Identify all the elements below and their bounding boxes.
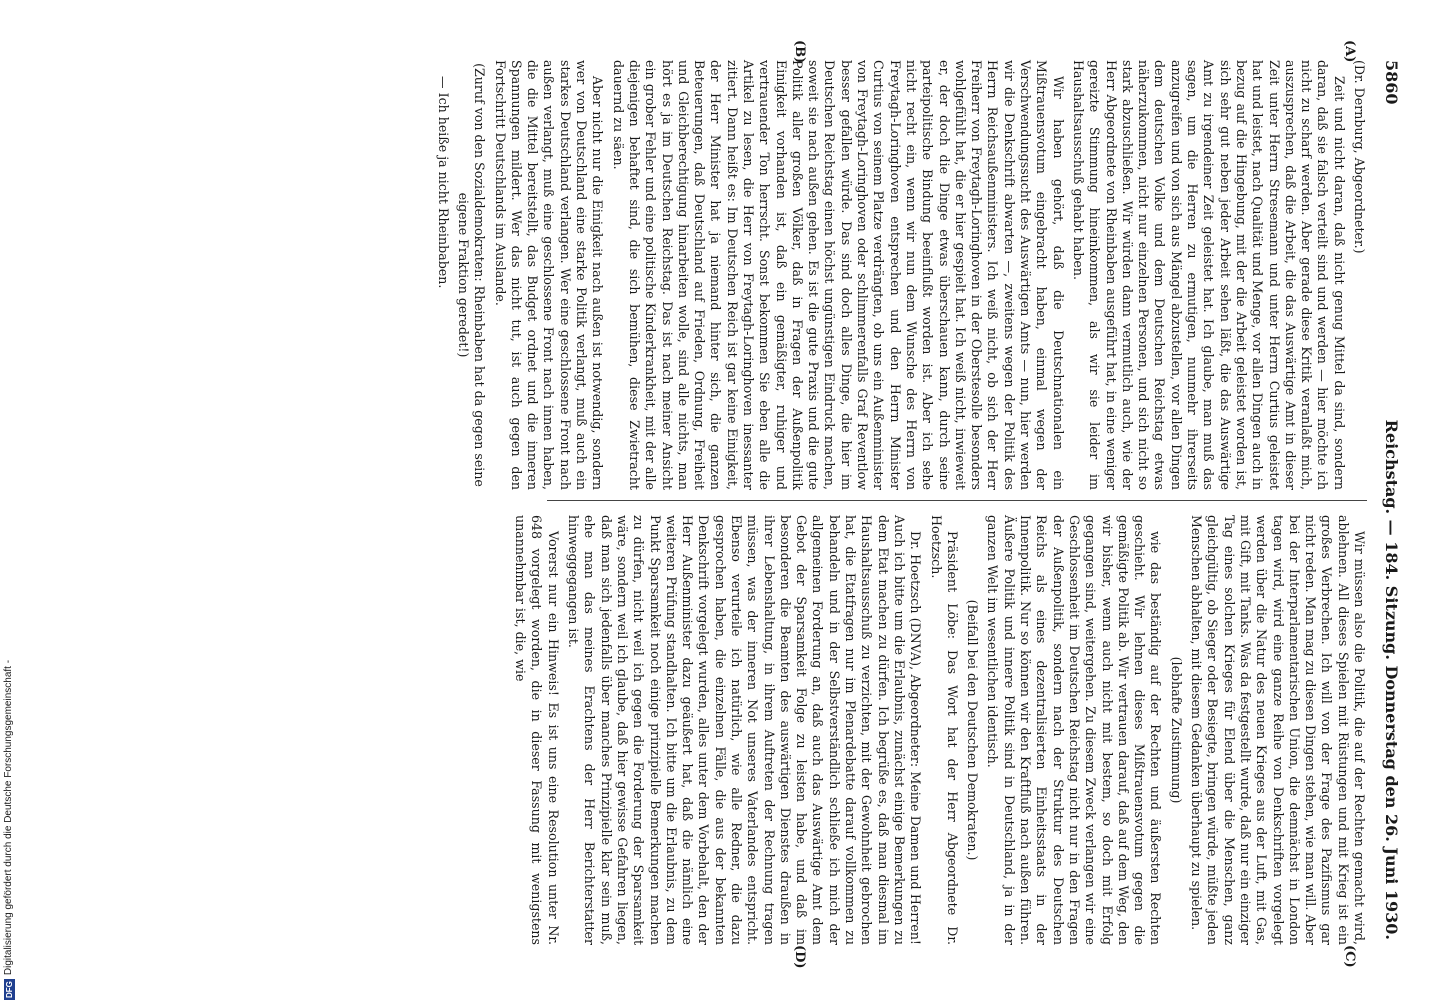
paragraph: Dr. Hoetzsch (DNVA), Abgeordneter: Meine Damen und Herren! Auch ich bitte um die Erlaubnis, zunächst einige Bemerkungen zu dem Etat machen zu dürfen. Ich begrüße es, daß man diesmal im Haushaltsausschuß zu verzichten, mit der Gewohnheit gebrochen hat, die Etatfragen nur im Plenardebatte darauf vollkommen zu behandeln und in der Selbstverständlich schließe ich mich der allgemeinen Forderung an, daß auch das Auswärtige Amt dem Gebot der Sparsamkeit Folge zu leisten habe, und daß im besonderen die Beamten des auswärtigen Dienstes draußen in ihrer Lebenshaltung, in ihrem Auftreten der Rechnung tragen müssen, was der inneren Not unseres Vaterlandes entspricht. Ebenso verurteile ich natürlich, wie alle Redner, die dazu gesprochen haben, die einzelnen Fälle, die aus der bekannten Denkschrift vorgelegt wurden, alles unter dem Vorbehalt, den der Herr Außenminister dazu geäußert hat, daß die nämlich eine weiteren Prüfung standhalten. Ich bitte um die Erlaubnis, zu dem Punkt Sparsamkeit noch einige prinzipielle Bemerkungen machen zu dürfen, nicht weil ich gegen die Forderung der Sparsamkeit wäre, sondern weil ich glaube, daß hier gewisse Gefahren liegen, daß man sich jedenfalls über manches Prinzipielle klar sein muß, ehe man das meines Erachtens der Herr Berichterstatter hinweggegangen ist. xyxy=(566,515,924,945)
right-column xyxy=(508,515,1367,945)
paragraph: Wir müssen also die Politik, die auf der Rechten gemacht wird, ablehnen. All dieses Spielen mit Rüstungen und mit Krieg ist ein großes Verbrechen. Ich will von der Frage des Pazifismus gar nicht reden. Man mag zu diesen Dingen stehen, wie man will. Aber bei der Interparlamentarischen Union, die demnächst in London tagen wird, wird eine ganze Reihe von Denkschriften vorgelegt werden über die Natur des neuen Krieges aus der Luft, mit Gas, mit Gift, mit Tanks. Was da festgestellt wurde, daß nur ein einziger Tag eines solchen Krieges für Elend über die Menschen, ganz gleichgültig, ob Sieger oder Besiegte, bringen würde, müßte jeden Menschen abhalten, mit diesem Gedanken überhaupt zu spielen. xyxy=(1189,515,1367,945)
paragraph: Vorerst nur ein Hinweis! Es ist uns eine Resolution unter Nr. 648 vorgelegt worden, die in dieser Fassung mit wenigstens unannehmbar ist, die, wie xyxy=(513,515,561,945)
dfg-logo: DFG xyxy=(4,981,14,998)
margin-marker-d: (D) xyxy=(792,945,807,969)
attribution-label: Digitalisierung gefördert durch die Deutsche Forschungsgemeinschaft - xyxy=(3,659,14,976)
paragraph: — Ich heiße ja nicht Rheinbaben. xyxy=(435,76,451,289)
interjection: (Beifall bei den Deutschen Demokraten.) xyxy=(965,599,981,861)
column-divider xyxy=(547,500,1367,501)
paragraph: Wir haben gehört, daß die Deutschnationalen ein Mißtrauensvotum eingebracht haben, einmal wegen der Verschwendungssucht des Auswärtigen Amts — nun, hier werden wir die Denkschrift abwarten —, zweitens wegen der Politik des Herrn Reichsaußenministers. Ich weiß nicht, ob sich der Herr Freiherr von Freytagh-Loringhoven in der Oberstesolle besonders wohlgefühlt hat, die er hier gespielt hat. Ich weiß nicht, inwieweit er, der doch die Dinge etwas überschauen kann, durch seine parteipolitische Bindung beeinflußt worden ist. Aber ich sehe nicht recht ein, wenn wir nun dem Wunsche des Herrn von Freytagh-Loringhoven entsprechen und den Herrn Minister Curtius von seinem Platze verdrängten, ob uns ein Außenminister von Freytagh-Loringhoven oder schlimmerenfalls Graf Reventlow besser gefallen würde. Das sind doch alles Dinge, die hier im Deutschen Reichstag einen höchst ungünstigen Eindruck machen, soweit sie nach außen gehen. Es ist die gute Praxis und die gute Politik aller großen Völker, daß in Fragen der Außenpolitik Einigkeit vorhanden ist, daß ein gemäßigter, ruhiger und vertrauender Ton herrscht. Sonst bekommen Sie eben alle die Artikel zu lesen, die Herr von Freytagh-Loringhoven inessanter zitiert. Dann heißt es: Im Deutschen Reich ist gar keine Einigkeit, der Herr Minister hat ja niemand hinter sich, die ganzen Beteuerungen, daß Deutschland auf Frieden, Ordnung, Freiheit und Gleichberechtigung hinarbeiten wolle, sind alle nichts, man hört es ja im Deutschen Reichstag. Das ist nach meiner Ansicht ein grober Fehler und eine politische Kinderkrankheit, mit der alle diejenigen behaftet sind, die sich bemühen, diese Zwietracht dauernd zu säen. xyxy=(610,60,1066,490)
paragraph: Zeit und nicht daran, daß nicht genug Mittel da sind, sondern daran, daß sie falsch verteilt sind und werden — hier möchte ich nicht zu scharf werden. Aber gerade diese Kritik veranlaßt mich, auszusprechen, daß die Arbeit, die das Auswärtige Amt in dieser Zeit unter Herrn Stresemann und unter Herrn Curtius geleistet hat und leistet, nach Qualität und Menge, vor allen Dingen auch in bezug auf die Hingebung, mit der die Arbeit geleistet worden ist, sich sehr gut neben jeder Arbeit sehen läßt, die das Auswärtige Amt zu irgendeiner Zeit geleistet hat. Ich glaube, man muß das sagen, um die Herren zu ermutigen, nunmehr ihrerseits anzugreifen und von sich aus Mängel abzustellen, vor allen Dingen dem deutschen Volke und dem Deutschen Reichstag etwas näherzukommen, nicht nur einzelnen Personen, und sich nicht so stark abzuschließen. Wir würden dann vermutlich auch, wie der Herr Abgeordnete von Rheinbaben ausgeführt hat, in eine weniger gereizte Stimmung hineinkommen, als wir sie leider im Haushaltsausschuß gehabt haben. xyxy=(1070,60,1347,490)
page-number: 5860 xyxy=(1382,60,1402,105)
margin-marker-c: (C) xyxy=(1342,945,1357,968)
speaker-heading: (Dr. Dernburg, Abgeordneter.) xyxy=(1352,60,1367,254)
margin-marker-b: (B) xyxy=(792,40,807,64)
interjection: (Zuruf von den Sozialdemokraten: Rheinbaben hat da gegen seine eigene Fraktion geredet!) xyxy=(455,63,488,487)
paragraph: Aber nicht nur die Einigkeit nach außen ist notwendig, sondern wer von Deutschland eine starke Politik verlangt, muß auch ein starkes Deutschland verlangen. Wer eine geschlossene Front nach außen verlangt, muß eine geschlossene Front nach innen haben, die die Mittel bereitstellt, das Budget ordnet und die inneren Spannungen mildert. Wer das nicht tut, ist auch gegen den Fortschritt Deutschlands im Auslande. xyxy=(492,60,606,490)
page-title: Reichstag. — 184. Sitzung. Donnerstag den 26. Juni 1930. xyxy=(1382,419,1402,940)
attribution-text xyxy=(0,0,18,1000)
interjection: (lebhafte Zustimmung) xyxy=(1168,656,1184,804)
left-column xyxy=(430,60,1367,490)
document-page xyxy=(17,40,1417,969)
paragraph: Präsident Löbe: Das Wort hat der Herr Abgeordnete Dr. Hoetzsch. xyxy=(928,515,960,945)
sidebar-attribution xyxy=(0,0,18,1000)
paragraph: wie das beständig auf der Rechten und äußersten Rechten geschieht. Wir lehnen dieses Mißtrauensvotum gegen die gemäßigte Politik ab. Wir vertrauen darauf, daß auf dem Weg, den wir bisher, wenn auch nicht mit bestem, so doch mit Erfolg gegangen sind, weitergehen. Zu diesem Zweck verlangen wir eine Geschlossenheit im Deutschen Reichstag nicht nur in den Fragen der Außenpolitik, sondern nach der Struktur des Deutschen Reichs als eines dezentralisierten Einheitsstaats in der Innenpolitik. Nur so können wir den Kraftfluß nach außen führen. Äußere Politik und innere Politik sind in Deutschland, ja in der ganzen Welt im wesentlichen identisch. xyxy=(985,515,1164,945)
page-header xyxy=(1377,60,1407,940)
margin-marker-a: (A) xyxy=(1342,40,1357,63)
